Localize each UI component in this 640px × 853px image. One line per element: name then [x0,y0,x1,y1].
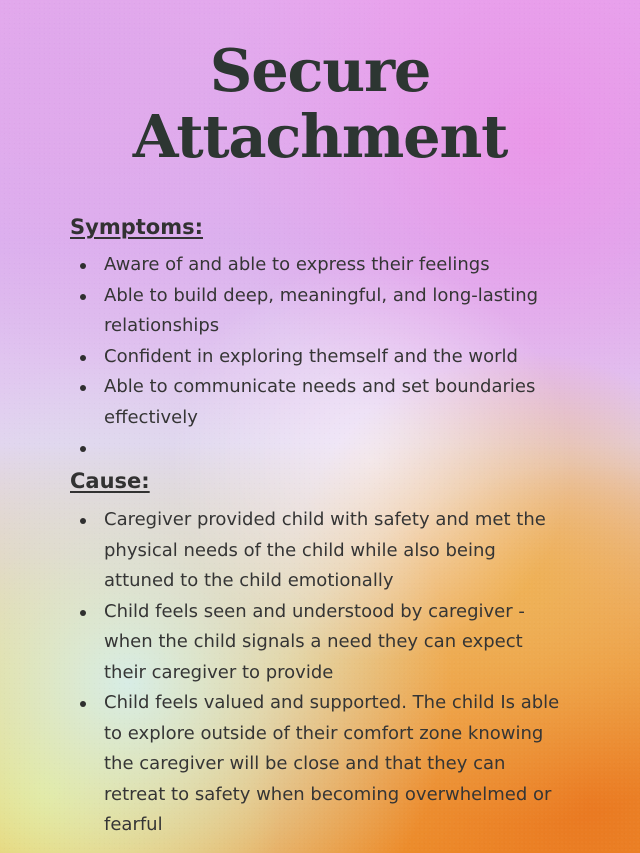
symptom-item-3: Confident in exploring themself and the world [70,342,570,373]
symptom-item-1: Aware of and able to express their feelings [70,250,570,281]
title-line-2: Attachment [132,102,508,171]
cause-heading: Cause: [70,469,150,493]
symptoms-list [70,250,570,464]
cause-item-2: Child feels seen and understood by caregiver - when the child signals a need they can expect their caregiver to provide [70,597,570,689]
symptom-item-5-empty [70,433,570,464]
cause-item-1: Caregiver provided child with safety and met the physical needs of the child while also being attuned to the child emotionally [70,505,570,597]
page-title [0,38,640,170]
symptom-item-4: Able to communicate needs and set boundaries effectively [70,372,570,433]
title-line-1: Secure [209,36,431,105]
cause-list [70,505,570,841]
symptom-item-2: Able to build deep, meaningful, and long-lasting relationships [70,281,570,342]
cause-item-3: Child feels valued and supported. The child Is able to explore outside of their comfort zone knowing the caregiver will be close and that they can retreat to safety when becoming overwhelmed or fearful [70,688,570,841]
symptoms-heading: Symptoms: [70,215,203,239]
